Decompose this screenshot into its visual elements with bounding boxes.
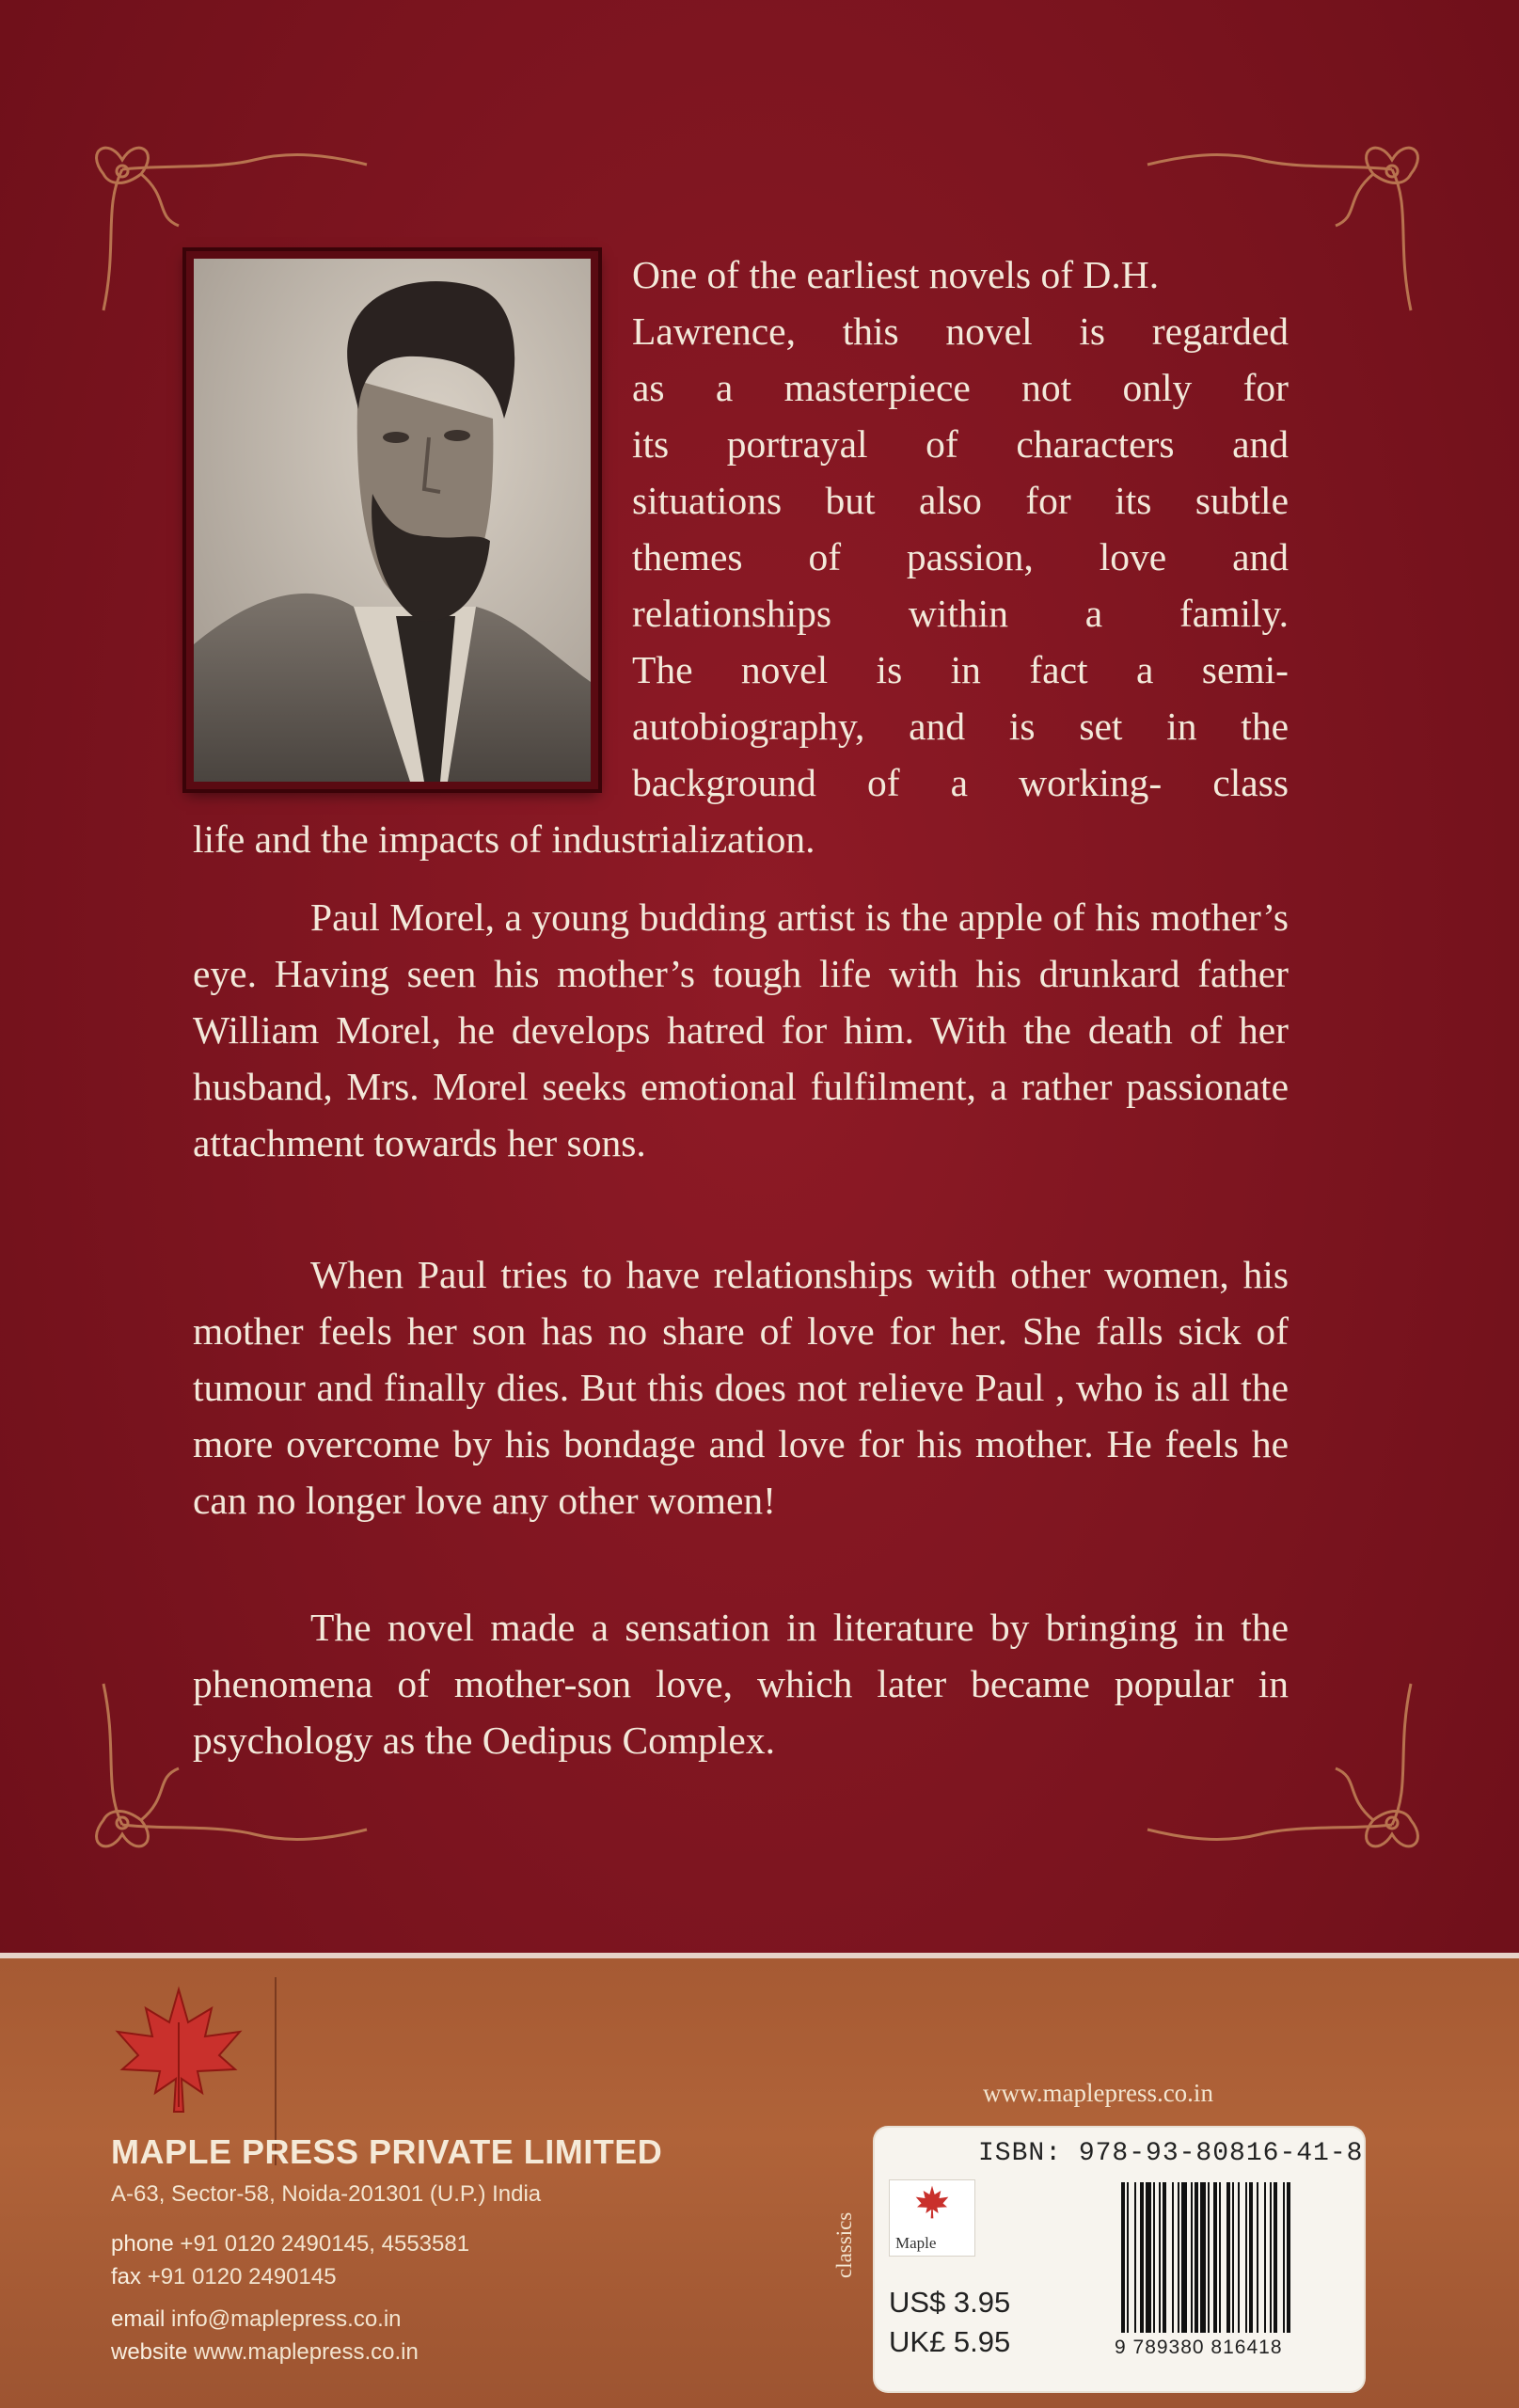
- barcode-bar: [1257, 2182, 1258, 2333]
- barcode-bar: [1159, 2182, 1161, 2333]
- barcode-bar: [1232, 2182, 1234, 2333]
- website-value: www.maplepress.co.in: [194, 2339, 419, 2365]
- intro-line: background of a working- class: [632, 761, 1289, 804]
- email-label: email: [111, 2306, 166, 2332]
- barcode-bar: [1195, 2182, 1198, 2333]
- barcode-bar: [1245, 2182, 1247, 2333]
- barcode-bar: [1208, 2182, 1210, 2333]
- barcode-bar: [1200, 2182, 1206, 2333]
- intro-line: One of the earliest novels of D.H.: [632, 253, 1160, 296]
- author-portrait: [186, 251, 598, 789]
- publisher-phone: [111, 2231, 469, 2258]
- mini-logo-label: Maple: [895, 2234, 937, 2252]
- isbn-number: ISBN: 978-93-80816-41-8: [978, 2139, 1364, 2168]
- barcode-bar: [1226, 2182, 1230, 2333]
- price-sticker: [875, 2128, 1364, 2391]
- barcode-bar: [1127, 2182, 1129, 2333]
- publisher-name: MAPLE PRESS PRIVATE LIMITED: [111, 2132, 663, 2171]
- barcode-number: 9 789380 816418: [1115, 2337, 1283, 2358]
- fax-label: fax: [111, 2264, 142, 2289]
- barcode-bar: [1287, 2182, 1290, 2333]
- intro-line: situations but also for its subtle: [632, 479, 1289, 522]
- barcode-bar: [1163, 2182, 1166, 2333]
- website-label: website: [111, 2339, 188, 2365]
- website-top: www.maplepress.co.in: [983, 2079, 1213, 2107]
- email-value: info@maplepress.co.in: [171, 2306, 402, 2332]
- synopsis-paragraph-2: When Paul tries to have relationships with other women, his mother feels her son has no share of love for her. She falls sick of tumour and finally dies. But this does not relieve Paul , who is all the more overcome by his bondage and love for his mother. He feels he can no longer love any other women!: [193, 1253, 1289, 1522]
- barcode-bar: [1249, 2182, 1253, 2333]
- barcode-bar: [1181, 2182, 1187, 2333]
- intro-line: as a masterpiece not only for: [632, 366, 1289, 409]
- intro-line: Lawrence, this novel is regarded: [632, 309, 1289, 353]
- barcode-bar: [1238, 2182, 1240, 2333]
- intro-line: its portrayal of characters and: [632, 422, 1289, 466]
- barcode-bar: [1191, 2182, 1193, 2333]
- barcode-bar: [1178, 2182, 1179, 2333]
- maple-leaf-icon: [108, 1985, 249, 2116]
- intro-line-last: life and the impacts of industrialization.: [193, 817, 815, 861]
- publisher-address: A-63, Sector-58, Noida-201301 (U.P.) India: [111, 2181, 542, 2207]
- publisher-email: [111, 2306, 402, 2333]
- barcode-bar: [1121, 2182, 1125, 2333]
- publisher-footer: [0, 1958, 1519, 2408]
- phone-value: +91 0120 2490145, 4553581: [180, 2231, 470, 2257]
- fax-value: +91 0120 2490145: [147, 2264, 337, 2289]
- price-uk: UK£ 5.95: [889, 2325, 1011, 2358]
- series-label: classics: [832, 2211, 856, 2278]
- barcode-bar: [1219, 2182, 1221, 2333]
- publisher-website: [111, 2339, 419, 2366]
- intro-line: The novel is in fact a semi-: [632, 648, 1289, 691]
- barcode-bar: [1153, 2182, 1155, 2333]
- synopsis-paragraph-1: Paul Morel, a young budding artist is the apple of his mother’s eye. Having seen his mother’s tough life with his drunkard father William Morel, he develops hatred for him. With the death of her husband, Mrs. Morel seeks emotional fulfilment, a rather passionate attachment towards her sons.: [193, 895, 1289, 1164]
- publisher-fax: [111, 2264, 337, 2290]
- price-us: US$ 3.95: [889, 2286, 1011, 2319]
- intro-line: relationships within a family.: [632, 592, 1289, 635]
- barcode-bar: [1146, 2182, 1151, 2333]
- barcode-bar: [1134, 2182, 1136, 2333]
- maple-leaf-small-icon: [913, 2184, 951, 2220]
- phone-label: phone: [111, 2231, 174, 2257]
- intro-line: autobiography, and is set in the: [632, 705, 1289, 748]
- barcode-bar: [1264, 2182, 1266, 2333]
- barcode: [1121, 2182, 1347, 2333]
- barcode-bar: [1172, 2182, 1174, 2333]
- barcode-bar: [1274, 2182, 1277, 2333]
- barcode-bar: [1140, 2182, 1144, 2333]
- intro-line: themes of passion, love and: [632, 535, 1289, 578]
- synopsis-paragraph-3: The novel made a sensation in literature by bringing in the phenomena of mother-son love, which later became popular in psychology as the Oedipus Complex.: [193, 1606, 1289, 1762]
- barcode-bar: [1213, 2182, 1217, 2333]
- barcode-bar: [1283, 2182, 1285, 2333]
- barcode-bar: [1270, 2182, 1272, 2333]
